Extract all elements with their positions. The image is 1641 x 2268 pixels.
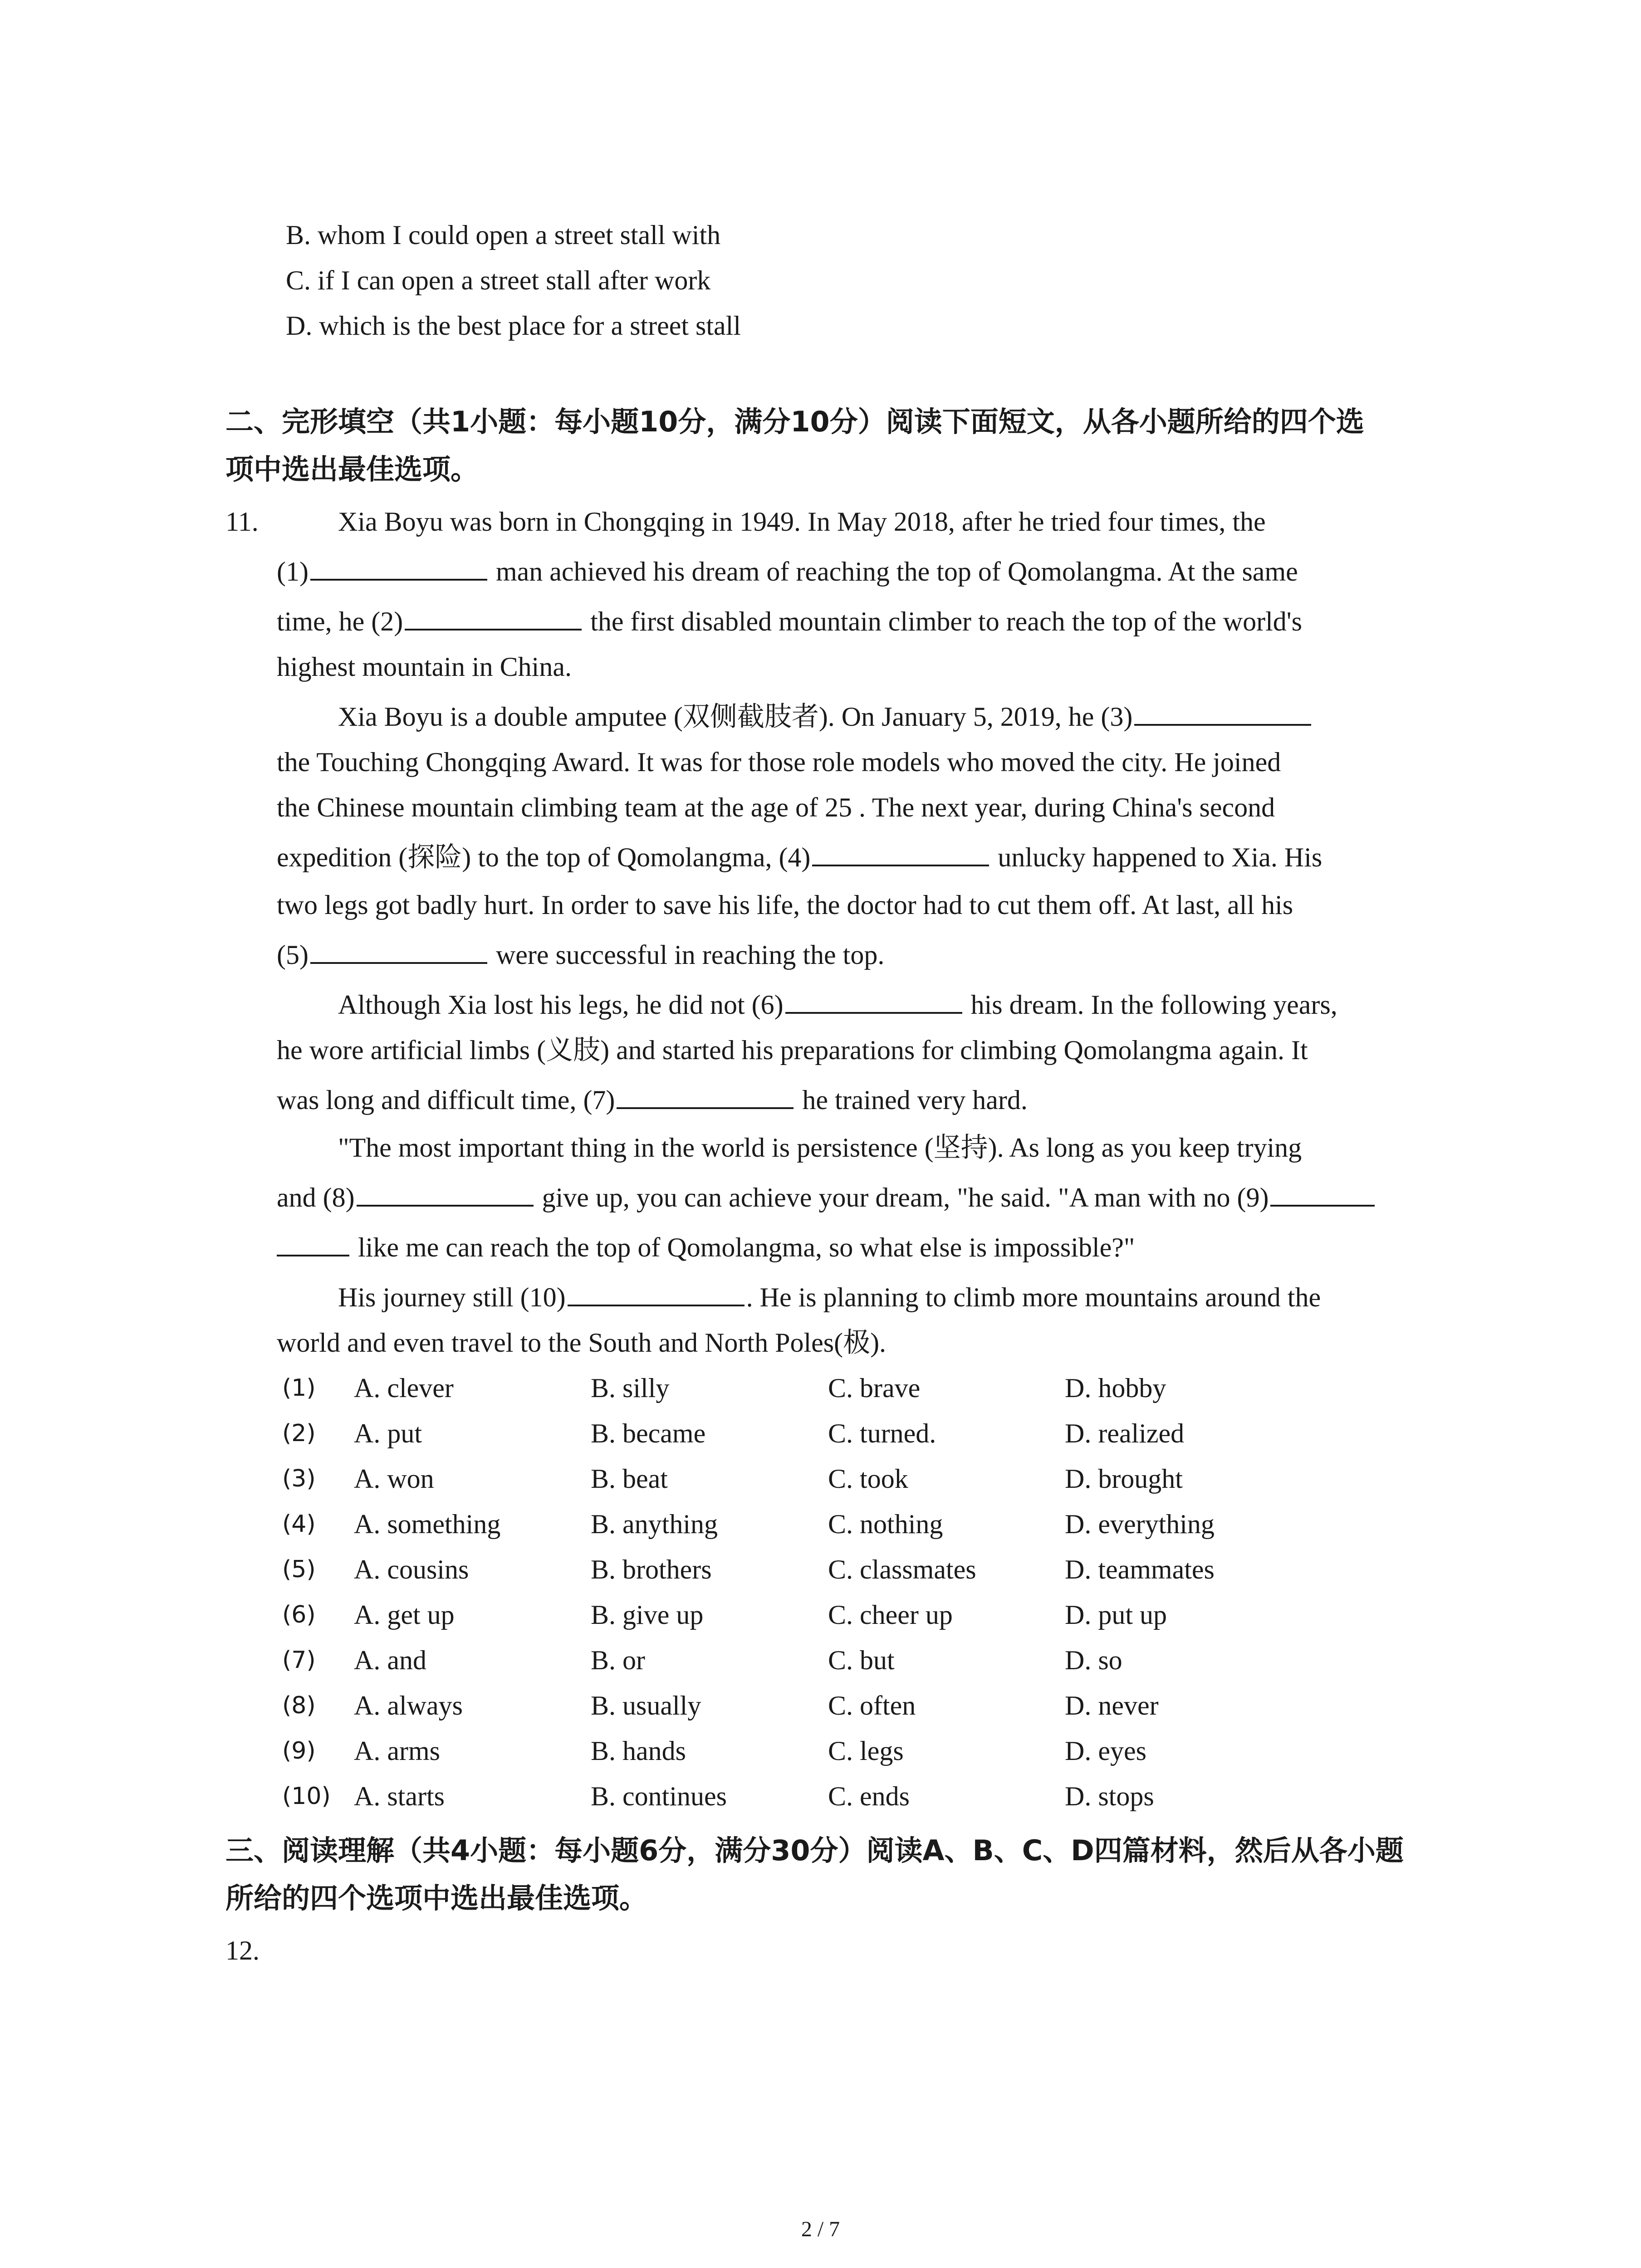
section2-heading-line1: 二、完形填空（共1小题：每小题10分，满分10分）阅读下面短文，从各小题所给的四个选 xyxy=(225,405,1364,438)
option-number: (9) xyxy=(282,1737,316,1765)
option-c: C. but xyxy=(828,1645,895,1675)
option-c: C. turned. xyxy=(828,1418,936,1448)
blank-9-start xyxy=(1270,1179,1375,1207)
option-row xyxy=(0,1551,1641,1588)
option-row xyxy=(0,1687,1641,1724)
blank-9-end xyxy=(277,1229,349,1256)
option-number: (3) xyxy=(282,1465,316,1492)
prev-option-b: B. whom I could open a street stall with xyxy=(286,220,721,250)
option-b: B. beat xyxy=(591,1464,668,1494)
option-row xyxy=(0,1370,1641,1406)
option-row xyxy=(0,1506,1641,1542)
passage-line: Xia Boyu was born in Chongqing in 1949. In May 2018, after he tried four times, the xyxy=(338,507,1266,537)
option-b: B. brothers xyxy=(591,1554,712,1584)
blank-7 xyxy=(617,1082,794,1109)
option-c: C. nothing xyxy=(828,1509,943,1539)
option-c: C. brave xyxy=(828,1373,921,1403)
passage-line: "The most important thing in the world is persistence (坚持). As long as you keep trying xyxy=(338,1133,1302,1163)
section3-heading-line1: 三、阅读理解（共4小题：每小题6分，满分30分）阅读A、B、C、D四篇材料，然后从各小题 xyxy=(225,1834,1404,1867)
option-row xyxy=(0,1461,1641,1497)
option-number: (2) xyxy=(282,1420,316,1447)
option-a: A. starts xyxy=(354,1781,445,1811)
passage-line: the Chinese mountain climbing team at the age of 25 . The next year, during China's second xyxy=(277,792,1275,822)
option-d: D. eyes xyxy=(1065,1736,1146,1766)
option-number: (1) xyxy=(282,1374,316,1402)
option-a: A. arms xyxy=(354,1736,440,1766)
option-row xyxy=(0,1415,1641,1452)
passage-line: and (8) give up, you can achieve your dream, "he said. "A man with no (9) xyxy=(277,1179,1376,1216)
passage-line: he wore artificial limbs (义肢) and started his preparations for climbing Qomolangma again. It xyxy=(277,1035,1308,1065)
option-number: (5) xyxy=(282,1556,316,1583)
option-b: B. became xyxy=(591,1418,706,1448)
option-number: (8) xyxy=(282,1692,316,1719)
blank-8 xyxy=(357,1179,534,1207)
option-a: A. something xyxy=(354,1509,501,1539)
passage-line: His journey still (10) . He is planning to climb more mountains around the xyxy=(338,1279,1321,1315)
option-a: A. get up xyxy=(354,1600,455,1630)
section2-heading-line2: 项中选出最佳选项。 xyxy=(225,453,479,486)
option-row xyxy=(0,1597,1641,1633)
blank-4 xyxy=(812,839,989,866)
option-d: D. hobby xyxy=(1065,1373,1166,1403)
passage-line: was long and difficult time, (7) he trained very hard. xyxy=(277,1082,1028,1118)
blank-2 xyxy=(405,603,582,631)
passage-line: the Touching Chongqing Award. It was for those role models who moved the city. He joined xyxy=(277,747,1281,777)
option-c: C. often xyxy=(828,1691,916,1721)
option-a: A. clever xyxy=(354,1373,454,1403)
option-row xyxy=(0,1642,1641,1678)
option-d: D. everything xyxy=(1065,1509,1215,1539)
section3-heading-line2: 所给的四个选项中选出最佳选项。 xyxy=(225,1882,648,1915)
option-b: B. continues xyxy=(591,1781,727,1811)
option-d: D. realized xyxy=(1065,1418,1185,1448)
option-d: D. put up xyxy=(1065,1600,1167,1630)
option-d: D. brought xyxy=(1065,1464,1183,1494)
option-a: A. and xyxy=(354,1645,426,1675)
option-a: A. won xyxy=(354,1464,434,1494)
blank-3 xyxy=(1134,699,1311,726)
option-number: (6) xyxy=(282,1601,316,1628)
blank-6 xyxy=(785,987,962,1014)
option-d: D. so xyxy=(1065,1645,1122,1675)
option-c: C. legs xyxy=(828,1736,904,1766)
option-c: C. ends xyxy=(828,1781,910,1811)
option-d: D. never xyxy=(1065,1691,1159,1721)
option-d: D. teammates xyxy=(1065,1554,1215,1584)
option-b: B. give up xyxy=(591,1600,704,1630)
passage-line: (5) were successful in reaching the top. xyxy=(277,937,884,973)
option-number: (4) xyxy=(282,1510,316,1538)
option-b: B. silly xyxy=(591,1373,670,1403)
passage-line: two legs got badly hurt. In order to save his life, the doctor had to cut them off. At last, all his xyxy=(277,890,1293,920)
option-b: B. hands xyxy=(591,1736,686,1766)
question-number: 11. xyxy=(225,507,259,537)
prev-option-c: C. if I can open a street stall after work xyxy=(286,265,711,295)
option-a: A. cousins xyxy=(354,1554,469,1584)
page-number: 2 / 7 xyxy=(801,2217,840,2241)
option-b: B. usually xyxy=(591,1691,701,1721)
prev-option-d: D. which is the best place for a street stall xyxy=(286,311,741,341)
passage-line: world and even travel to the South and North Poles(极). xyxy=(277,1328,887,1358)
blank-5 xyxy=(310,937,487,964)
passage-line: time, he (2) the first disabled mountain climber to reach the top of the world's xyxy=(277,603,1302,640)
passage-line: highest mountain in China. xyxy=(277,652,572,682)
passage-line: Xia Boyu is a double amputee (双侧截肢者). On January 5, 2019, he (3) xyxy=(338,699,1313,735)
passage-line: (1) man achieved his dream of reaching the top of Qomolangma. At the same xyxy=(277,553,1298,590)
option-number: (10) xyxy=(282,1783,331,1810)
passage-line: expedition (探险) to the top of Qomolangma, (4) unlucky happened to Xia. His xyxy=(277,839,1322,875)
option-number: (7) xyxy=(282,1647,316,1674)
option-a: A. put xyxy=(354,1418,422,1448)
passage-line: Although Xia lost his legs, he did not (6) his dream. In the following years, xyxy=(338,987,1337,1023)
passage-line: like me can reach the top of Qomolangma, so what else is impossible?" xyxy=(277,1229,1135,1266)
option-d: D. stops xyxy=(1065,1781,1154,1811)
option-row xyxy=(0,1778,1641,1814)
option-a: A. always xyxy=(354,1691,463,1721)
option-c: C. classmates xyxy=(828,1554,976,1584)
question-number: 12. xyxy=(225,1936,260,1965)
option-row xyxy=(0,1733,1641,1769)
blank-1 xyxy=(310,553,487,581)
option-b: B. or xyxy=(591,1645,645,1675)
blank-10 xyxy=(568,1279,745,1306)
option-c: C. cheer up xyxy=(828,1600,953,1630)
option-b: B. anything xyxy=(591,1509,718,1539)
option-c: C. took xyxy=(828,1464,908,1494)
